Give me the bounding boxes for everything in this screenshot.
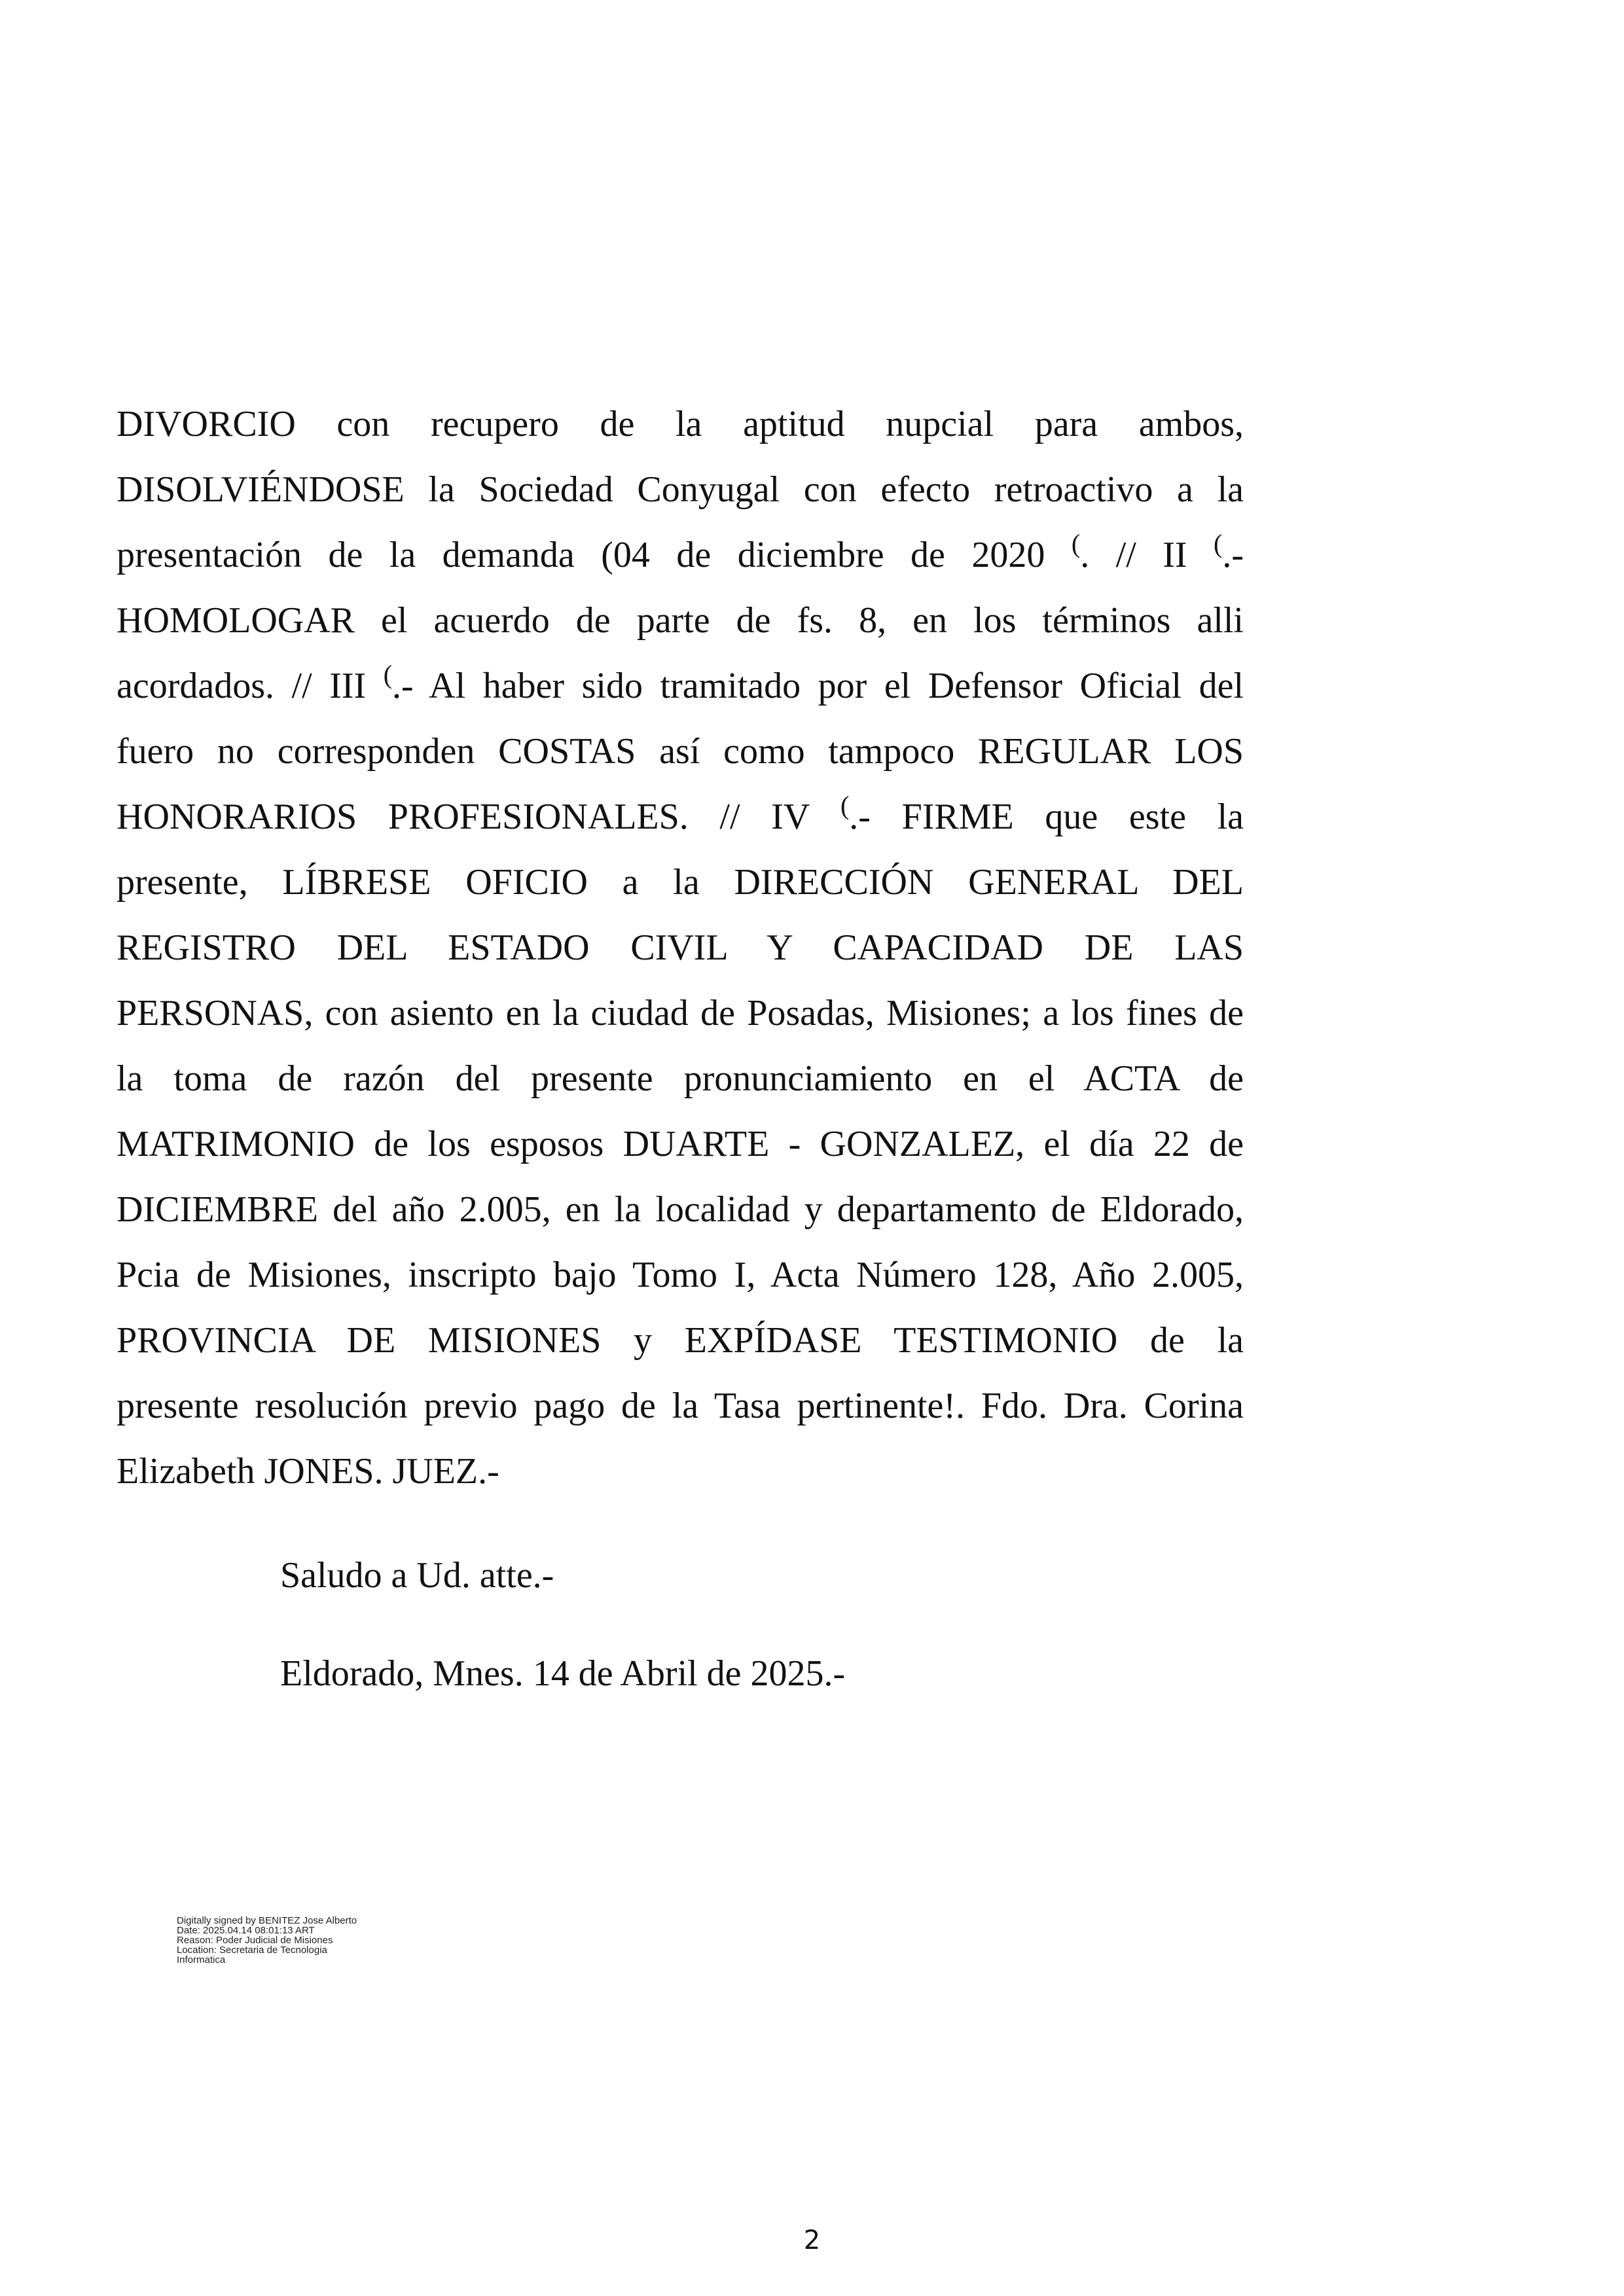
body-line-15: PROVINCIA DE MISIONES y EXPÍDASE TESTIMONIO de la xyxy=(117,1320,1244,1361)
body-line-6: fuero no corresponden COSTAS así como tampoco REGULAR LOS xyxy=(117,731,1244,772)
body-line-7-part-2: .- FIRME que este la xyxy=(849,797,1244,837)
body-line-9: REGISTRO DEL ESTADO CIVIL Y CAPACIDAD DE LAS xyxy=(117,927,1244,968)
body-line-2: DISOLVIÉNDOSE la Sociedad Conyugal con efecto retroactivo a la xyxy=(117,469,1244,510)
salutation: Saludo a Ud. atte.- xyxy=(280,1555,554,1596)
superscript-mark: ( xyxy=(1071,529,1081,558)
body-line-7-part-1: HONORARIOS PROFESIONALES. // IV xyxy=(117,797,810,837)
body-line-16: presente resolución previo pago de la Tasa pertinente!. Fdo. Dra. Corina xyxy=(117,1386,1244,1426)
body-line-3-part-2: . // II xyxy=(1080,535,1187,575)
signature-date: Date: 2025.04.14 08:01:13 ART xyxy=(177,1925,315,1936)
body-line-17: Elizabeth JONES. JUEZ.- xyxy=(117,1451,499,1492)
body-line-3-part-1: presentación de la demanda (04 de diciembre de 2020 xyxy=(117,535,1045,575)
resolution-body-text xyxy=(117,391,1244,1504)
body-line-10: PERSONAS, con asiento en la ciudad de Posadas, Misiones; a los fines de xyxy=(117,993,1244,1033)
body-line-12: MATRIMONIO de los esposos DUARTE - GONZALEZ, el día 22 de xyxy=(117,1124,1244,1164)
digital-signature-stamp xyxy=(177,1916,439,1965)
body-line-8: presente, LÍBRESE OFICIO a la DIRECCIÓN GENERAL DEL xyxy=(117,862,1244,903)
place-and-date: Eldorado, Mnes. 14 de Abril de 2025.- xyxy=(280,1653,846,1694)
body-line-5-part-1: acordados. // III xyxy=(117,666,367,706)
body-line-4: HOMOLOGAR el acuerdo de parte de fs. 8, en los términos alli xyxy=(117,600,1244,641)
signature-location: Location: Secretaria de Tecnologia xyxy=(177,1945,327,1956)
body-line-3-part-3: .- xyxy=(1222,535,1244,575)
body-line-14: Pcia de Misiones, inscripto bajo Tomo I, Acta Número 128, Año 2.005, xyxy=(117,1255,1244,1295)
body-line-7 xyxy=(117,784,1244,850)
body-line-5 xyxy=(117,653,1244,719)
body-line-13: DICIEMBRE del año 2.005, en la localidad y departamento de Eldorado, xyxy=(117,1189,1244,1230)
signature-reason: Reason: Poder Judicial de Misiones xyxy=(177,1935,333,1946)
body-line-11: la toma de razón del presente pronunciamiento en el ACTA de xyxy=(117,1058,1244,1099)
body-line-3 xyxy=(117,522,1244,588)
superscript-mark: ( xyxy=(1214,529,1223,558)
superscript-mark: ( xyxy=(840,791,850,820)
body-line-1: DIVORCIO con recupero de la aptitud nupcial para ambos, xyxy=(117,404,1244,444)
signature-signer: Digitally signed by BENITEZ Jose Alberto xyxy=(177,1915,357,1926)
signature-location-cont: Informatica xyxy=(177,1954,226,1965)
page-number: 2 xyxy=(803,2225,821,2255)
superscript-mark: ( xyxy=(383,660,393,689)
body-line-5-part-2: .- Al haber sido tramitado por el Defensor Oficial del xyxy=(392,666,1244,706)
